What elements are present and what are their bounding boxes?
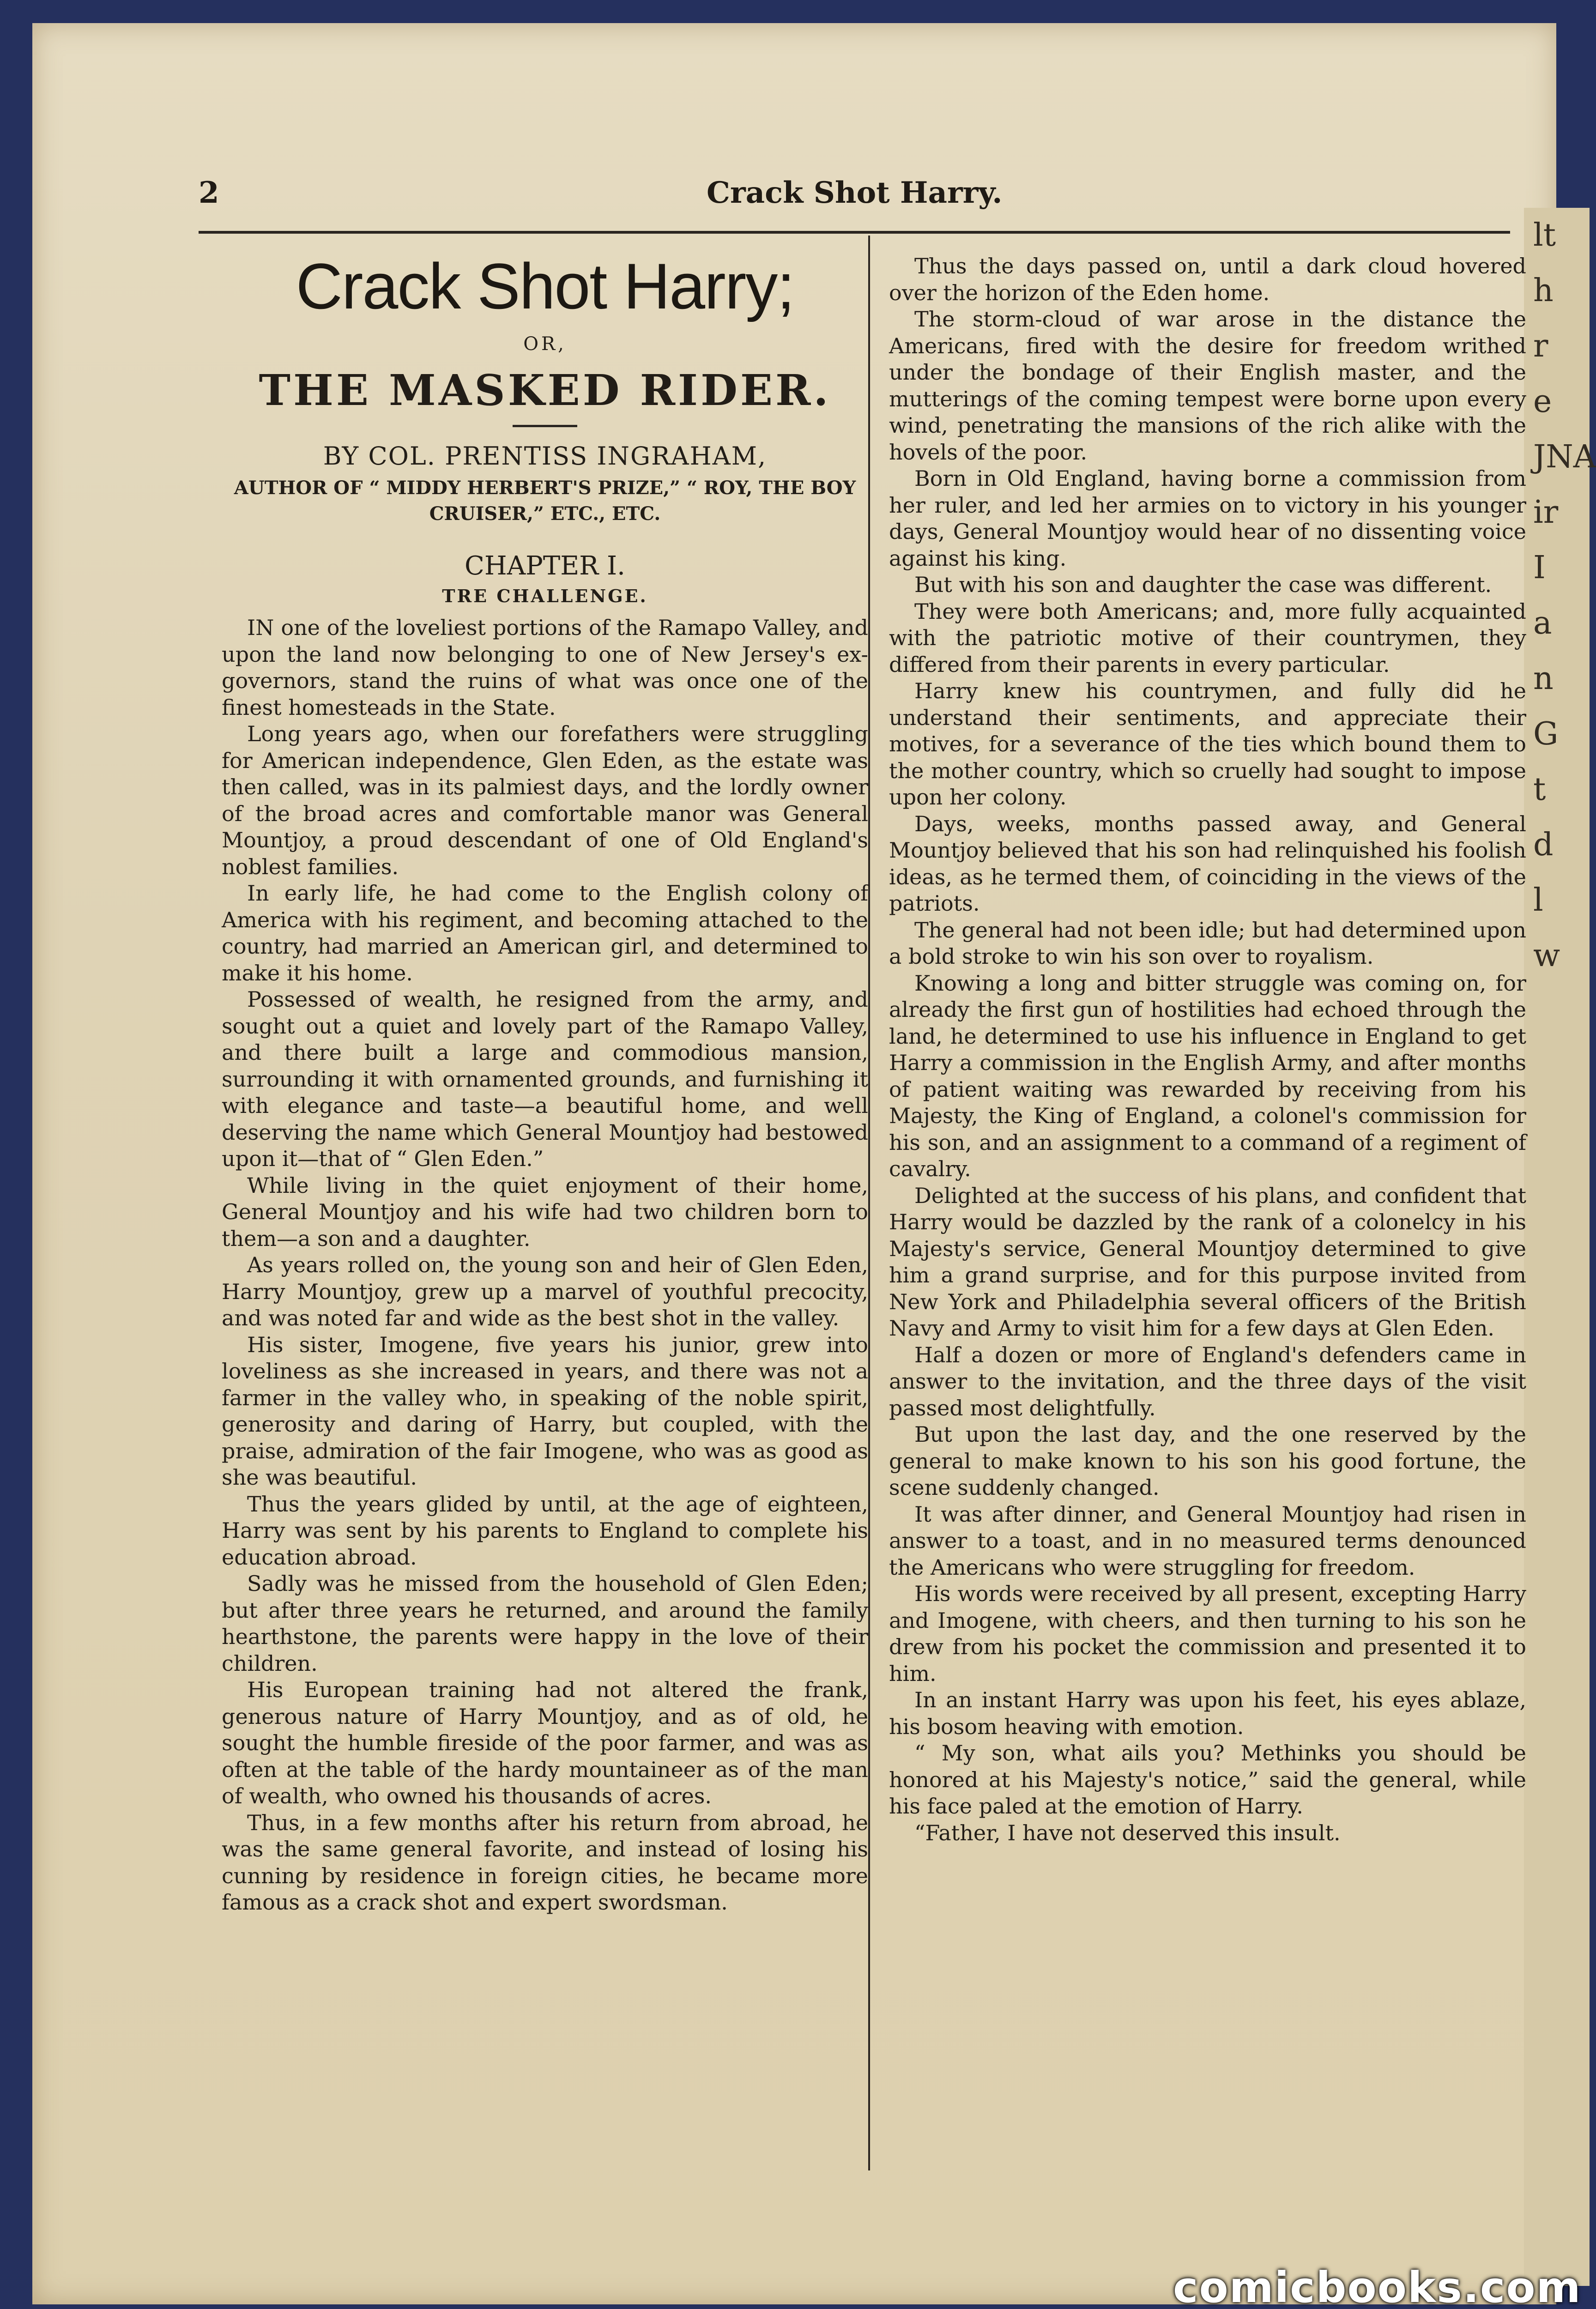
- title-divider: [513, 425, 577, 427]
- column-rule: [868, 236, 870, 2170]
- adjacent-page-fragment: ir: [1533, 494, 1559, 531]
- paragraph: In early life, he had come to the English colony of America with his regiment, and becoming attached to the country, had married an American girl, and determined to make it his home.: [222, 881, 868, 985]
- paragraph: It was after dinner, and General Mountjoy had risen in answer to a toast, and in no measured terms denounced the Americans who were struggling for freedom.: [889, 1501, 1526, 1580]
- paragraph: Knowing a long and bitter struggle was coming on, for already the first gun of hostilities had echoed through the land, he determined to use his influence in England to get Harry a commission in the English Army, and after months of patient waiting was rewarded by receiving from his Majesty, the King of England, a colonel's commission for his son, and an assignment to a command of a regiment of cavalry.: [889, 970, 1526, 1181]
- paragraph: His words were received by all present, excepting Harry and Imogene, with cheers, and then turning to his son he drew from his pocket the commission and presented it to him.: [889, 1581, 1526, 1686]
- paragraph: Born in Old England, having borne a commission from her ruler, and led her armies on to victory in his younger days, General Mountjoy would hear of no dissenting voice against his king.: [889, 466, 1526, 571]
- header-rule: [199, 231, 1510, 234]
- right-column: [889, 253, 1526, 1846]
- story-subtitle: THE MASKED RIDER.: [259, 365, 831, 415]
- chapter-heading: CHAPTER I.: [465, 551, 625, 581]
- paragraph: But upon the last day, and the one reserved by the general to make known to his son his good fortune, the scene suddenly changed.: [889, 1422, 1526, 1500]
- paragraph: Thus the days passed on, until a dark cloud hovered over the horizon of the Eden home.: [889, 254, 1526, 305]
- paragraph: Half a dozen or more of England's defenders came in answer to the invitation, and the three days of the visit passed most delightfully.: [889, 1342, 1526, 1420]
- paragraph: Long years ago, when our forefathers were struggling for American independence, Glen Eden, as the estate was then called, was in its palmiest days, and the lordly owner of the broad acres and comfortable manor was General Mountjoy, a proud descendant of one of Old England's noblest families.: [222, 721, 868, 879]
- adjacent-page-fragment: JNA: [1533, 439, 1596, 475]
- paragraph: Days, weeks, months passed away, and General Mountjoy believed that his son had relinquished his foolish ideas, as he termed them, of coinciding in the views of the patriots.: [889, 811, 1526, 916]
- adjacent-page-fragments: [1533, 208, 1596, 984]
- story-title: Crack Shot Harry;: [296, 250, 794, 322]
- adjacent-page-fragment: d: [1533, 827, 1554, 863]
- paragraph: While living in the quiet enjoyment of their home, General Mountjoy and his wife had two children born to them—a son and a daughter.: [222, 1173, 868, 1251]
- adjacent-page-fragment: n: [1533, 660, 1554, 697]
- adjacent-page-fragment: l: [1533, 882, 1543, 919]
- right-column-body: [889, 253, 1526, 1846]
- paragraph: Delighted at the success of his plans, and confident that Harry would be dazzled by the rank of a colonelcy in his Majesty's service, General Mountjoy determined to give him a grand surprise, and for this purpose invited from New York and Philadelphia several officers of the British Navy and Army to visit him for a few days at Glen Eden.: [889, 1183, 1526, 1341]
- paragraph: They were both Americans; and, more fully acquainted with the patriotic motive of their countrymen, they differed from their parents in every particular.: [889, 598, 1526, 677]
- adjacent-page-fragment: r: [1533, 328, 1548, 364]
- paragraph: His sister, Imogene, five years his junior, grew into loveliness as she increased in years, and there was not a farmer in the valley who, in speaking of the noble spirit, generosity and daring of Harry, but coupled, with the praise, admiration of the fair Imogene, who was as good as she was beautiful.: [222, 1332, 868, 1490]
- paragraph: IN one of the loveliest portions of the Ramapo Valley, and upon the land now belonging to one of New Jersey's ex-governors, stand the ruins of what was once one of the finest homesteads in the State.: [222, 615, 868, 720]
- left-column-body: [222, 615, 868, 1916]
- adjacent-page-fragment: I: [1533, 550, 1546, 586]
- paragraph: The general had not been idle; but had determined upon a bold stroke to win his son over to royalism.: [889, 917, 1526, 969]
- author-note: AUTHOR OF “ MIDDY HERBERT'S PRIZE,” “ ROY, THE BOY CRUISER,” ETC., ETC.: [234, 477, 856, 525]
- paragraph: His European training had not altered the frank, generous nature of Harry Mountjoy, and as of old, he sought the humble fireside of the poor farmer, and was as often at the table of the hardy mountaineer as of the man of wealth, who owned his thousands of acres.: [222, 1677, 868, 1808]
- adjacent-page-edge: [1524, 208, 1596, 2286]
- adjacent-page-fragment: w: [1533, 937, 1560, 974]
- adjacent-page-fragment: a: [1533, 605, 1552, 641]
- story-or: OR,: [523, 333, 567, 355]
- left-column: [222, 249, 868, 1916]
- paragraph: As years rolled on, the young son and heir of Glen Eden, Harry Mountjoy, grew up a marvel of youthful precocity, and was noted far and wide as the best shot in the valley.: [222, 1252, 868, 1330]
- paragraph: Harry knew his countrymen, and fully did he understand their sentiments, and appreciate their motives, for a severance of the ties which bound them to the mother country, which so cruelly had sought to impose upon her colony.: [889, 678, 1526, 810]
- paragraph: The storm-cloud of war arose in the distance the Americans, fired with the desire for freedom writhed under the bondage of their English master, and the mutterings of the coming tempest were borne upon every wind, penetrating the mansions of the rich alike with the hovels of the poor.: [889, 307, 1526, 465]
- paragraph: Thus the years glided by until, at the age of eighteen, Harry was sent by his parents to England to complete his education abroad.: [222, 1491, 868, 1570]
- adjacent-page-fragment: h: [1533, 272, 1554, 309]
- paragraph: “ My son, what ails you? Methinks you should be honored at his Majesty's notice,” said the general, while his face paled at the emotion of Harry.: [889, 1741, 1526, 1819]
- paragraph: Possessed of wealth, he resigned from the army, and sought out a quiet and lovely part of the Ramapo Valley, and there built a large and commodious mansion, surrounding it with ornamented grounds, and furnishing it with elegance and taste—a beautiful home, and well deserving the name which General Mountjoy had bestowed upon it—that of “ Glen Eden.”: [222, 987, 868, 1171]
- paragraph: But with his son and daughter the case was different.: [914, 572, 1492, 597]
- adjacent-page-fragment: lt: [1533, 217, 1556, 254]
- running-head-title: Crack Shot Harry.: [707, 175, 1003, 210]
- paragraph: Sadly was he missed from the household of Glen Eden; but after three years he returned, and around the family hearthstone, the parents were happy in the love of their children.: [222, 1571, 868, 1676]
- chapter-title: TRE CHALLENGE.: [442, 586, 648, 606]
- byline: BY COL. PRENTISS INGRAHAM,: [323, 441, 767, 471]
- adjacent-page-fragment: e: [1533, 383, 1552, 420]
- running-head: [199, 175, 1492, 226]
- paragraph: In an instant Harry was upon his feet, his eyes ablaze, his bosom heaving with emotion.: [889, 1687, 1526, 1739]
- page-number: 2: [199, 175, 219, 210]
- adjacent-page-fragment: G: [1533, 716, 1559, 752]
- watermark: comicbooks.com: [1173, 2263, 1582, 2309]
- paragraph: “Father, I have not deserved this insult.: [914, 1820, 1341, 1845]
- adjacent-page-fragment: t: [1533, 771, 1546, 808]
- paragraph: Thus, in a few months after his return from abroad, he was the same general favorite, and instead of losing his cunning by residence in foreign cities, he became more famous as a crack shot and expert swordsman.: [222, 1810, 868, 1915]
